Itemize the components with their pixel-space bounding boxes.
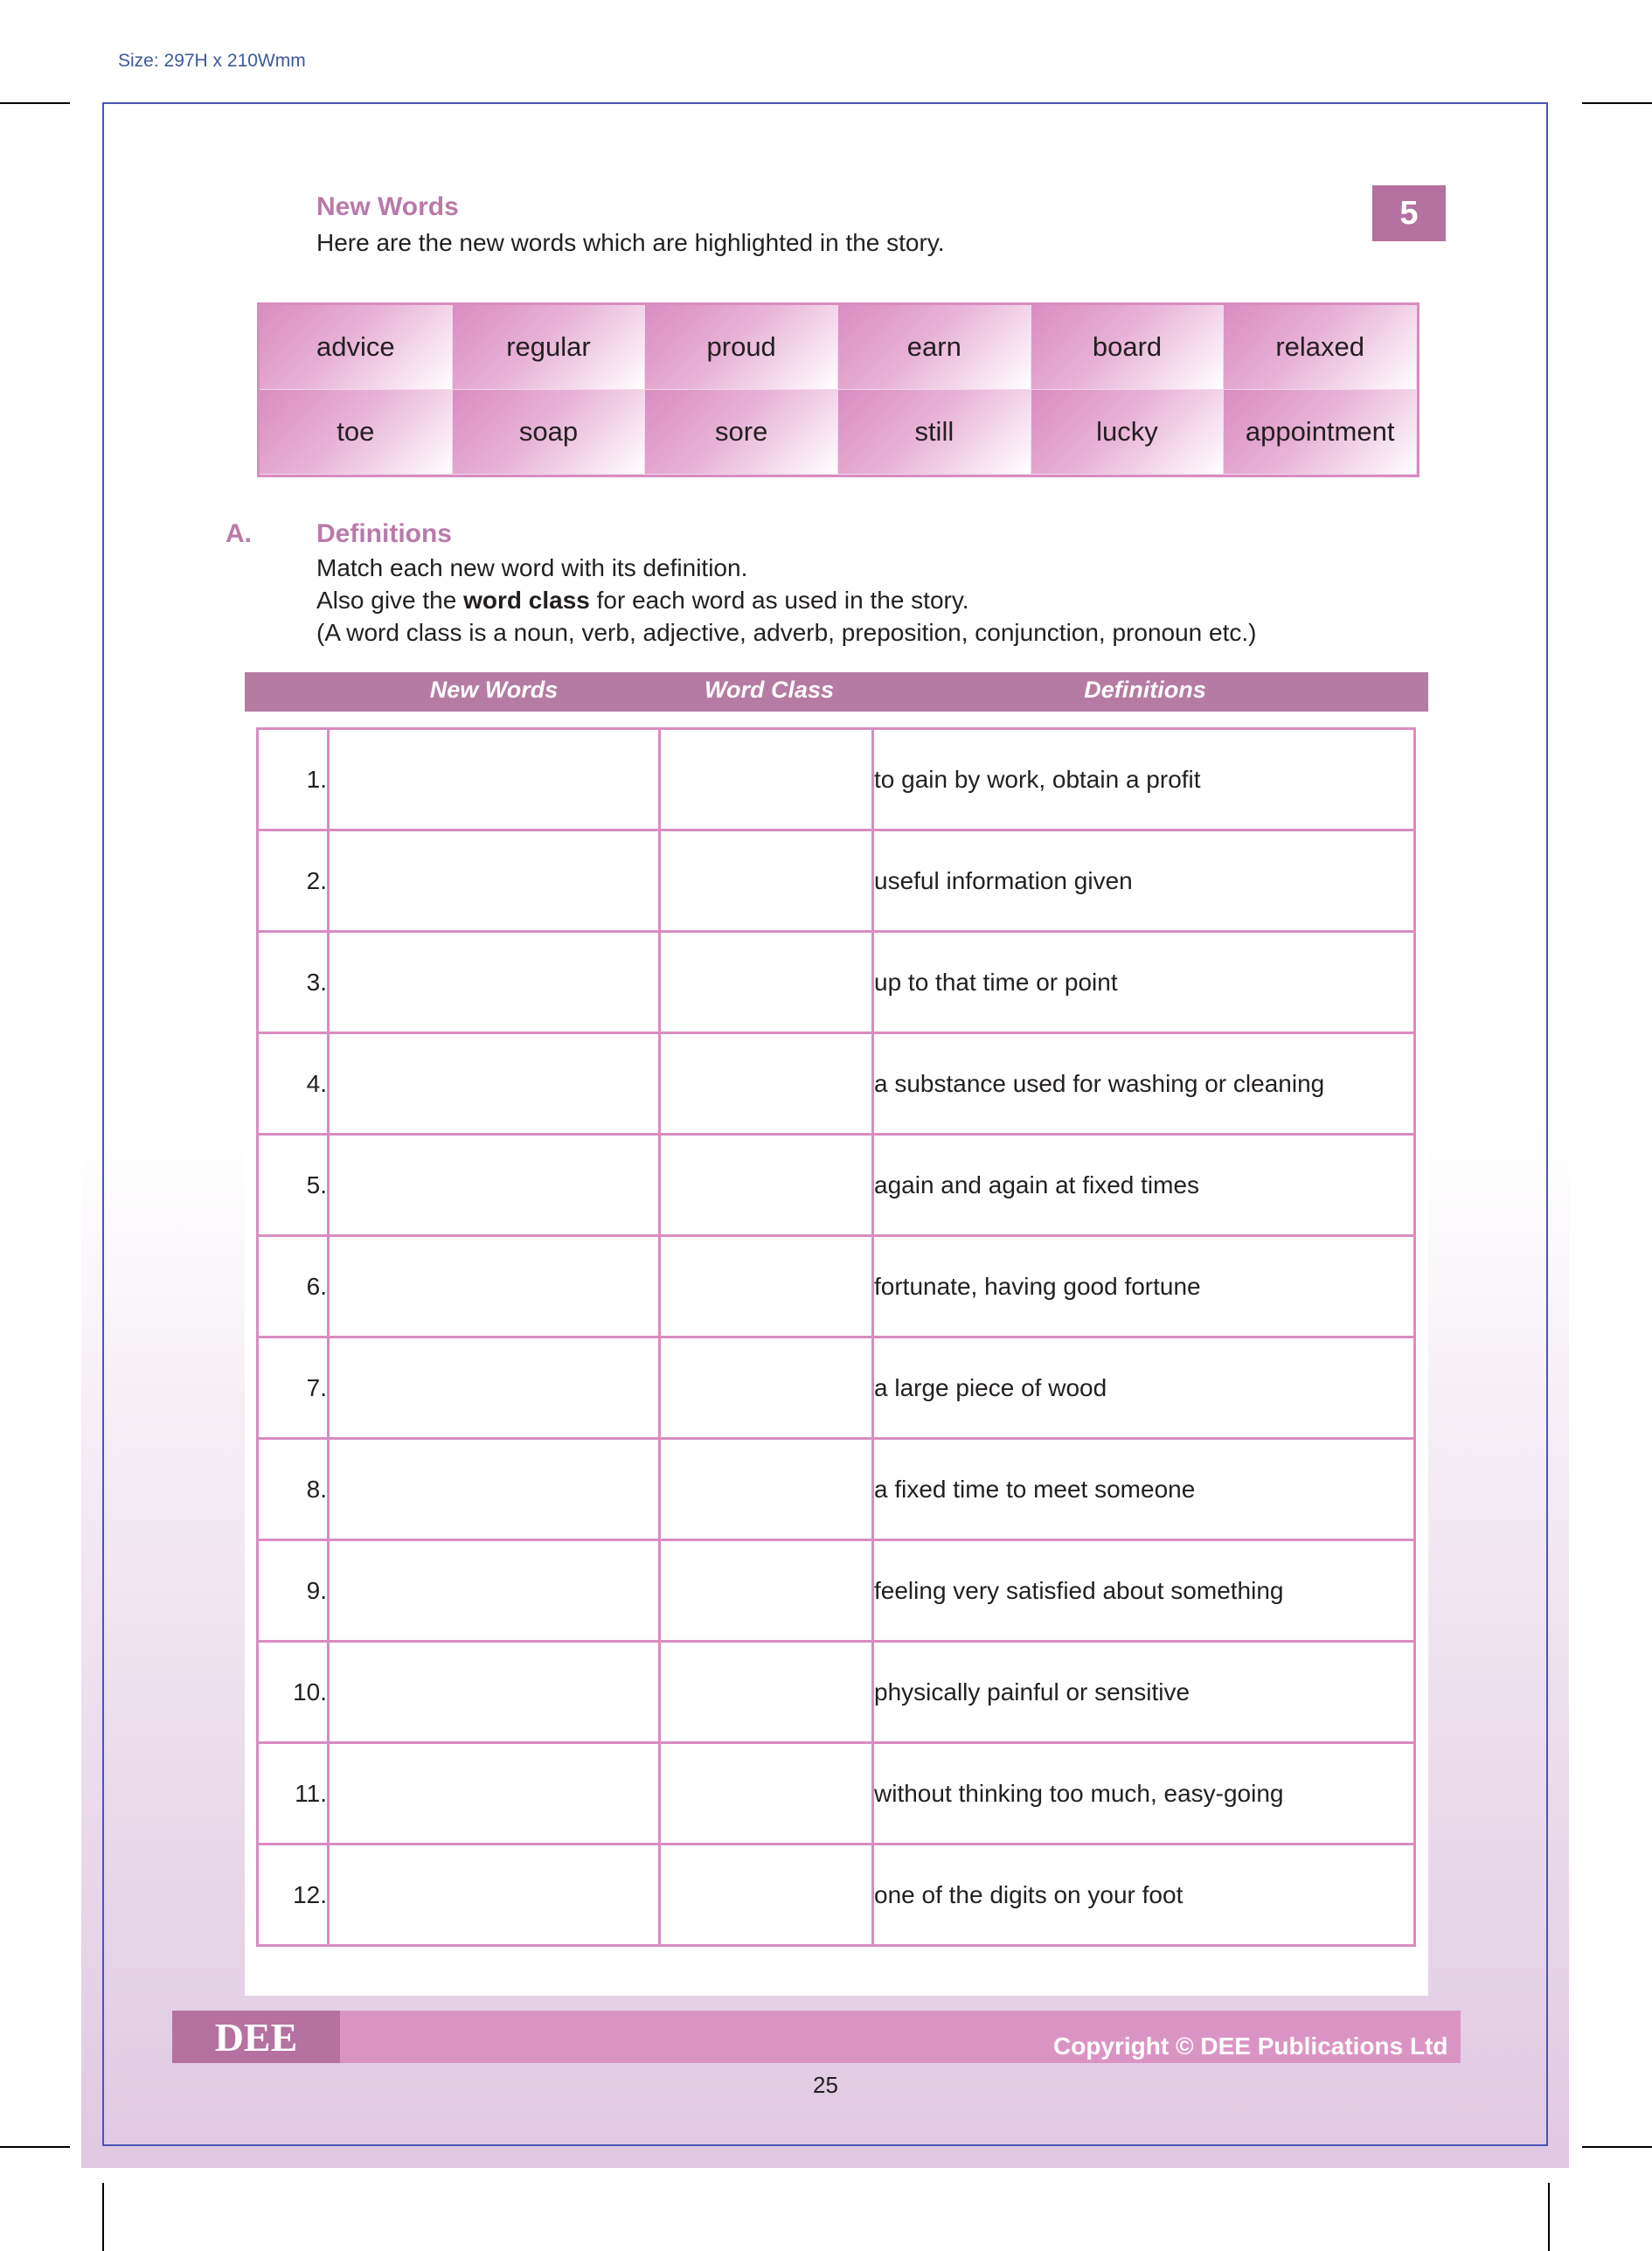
word-class-answer-cell[interactable] xyxy=(660,830,873,932)
table-row xyxy=(258,1845,1415,1946)
crop-mark xyxy=(1582,102,1652,104)
new-word-answer-cell[interactable] xyxy=(329,932,660,1033)
definition-cell: a large piece of wood xyxy=(873,1337,1415,1439)
definition-cell: again and again at fixed times xyxy=(873,1135,1415,1236)
word-class-answer-cell[interactable] xyxy=(660,932,873,1033)
row-number: 1. xyxy=(258,729,329,830)
word-cell: sore xyxy=(645,390,838,475)
instruction-line-3: (A word class is a noun, verb, adjective, adverb, preposition, conjunction, pronoun etc.) xyxy=(316,619,1257,646)
column-header-new-words: New Words xyxy=(429,677,559,703)
page-number: 25 xyxy=(813,2072,838,2098)
row-number: 2. xyxy=(258,830,329,932)
definition-cell: feeling very satisfied about something xyxy=(873,1540,1415,1642)
table-row xyxy=(258,729,1415,830)
row-number: 12. xyxy=(258,1845,329,1946)
new-words-heading: New Words xyxy=(316,192,459,221)
row-number: 4. xyxy=(258,1033,329,1135)
row-number: 8. xyxy=(258,1439,329,1540)
column-header-word-class: Word Class xyxy=(704,677,835,703)
instruction-line-1: Match each new word with its definition. xyxy=(316,554,748,581)
word-class-answer-cell[interactable] xyxy=(660,1439,873,1540)
new-word-answer-cell[interactable] xyxy=(329,1642,660,1743)
table-row xyxy=(258,1642,1415,1743)
table-row xyxy=(258,1135,1415,1236)
word-cell: lucky xyxy=(1031,390,1225,475)
publisher-logo: DEE xyxy=(172,2011,340,2063)
word-cell: appointment xyxy=(1224,390,1417,475)
word-class-answer-cell[interactable] xyxy=(660,729,873,830)
new-word-answer-cell[interactable] xyxy=(329,729,660,830)
word-cell: advice xyxy=(260,305,453,390)
word-grid xyxy=(257,302,1419,477)
new-word-answer-cell[interactable] xyxy=(329,1337,660,1439)
table-header-bar xyxy=(245,672,1428,712)
new-word-answer-cell[interactable] xyxy=(329,1439,660,1540)
table-row xyxy=(258,932,1415,1033)
copyright-text: Copyright © DEE Publications Ltd xyxy=(1053,2032,1448,2060)
definition-cell: a substance used for washing or cleaning xyxy=(873,1033,1415,1135)
crop-mark xyxy=(1548,2183,1550,2251)
word-class-answer-cell[interactable] xyxy=(660,1033,873,1135)
definition-cell: a fixed time to meet someone xyxy=(873,1439,1415,1540)
new-words-intro: Here are the new words which are highlighted in the story. xyxy=(316,229,945,256)
section-letter: A. xyxy=(226,519,252,548)
word-cell: still xyxy=(838,390,1031,475)
crop-mark xyxy=(102,2183,104,2251)
word-cell: toe xyxy=(260,390,453,475)
unit-badge: 5 xyxy=(1372,185,1446,241)
crop-mark xyxy=(1582,2146,1652,2148)
definition-cell: useful information given xyxy=(873,830,1415,932)
row-number: 10. xyxy=(258,1642,329,1743)
new-word-answer-cell[interactable] xyxy=(329,1033,660,1135)
word-class-answer-cell[interactable] xyxy=(660,1845,873,1946)
definition-cell: without thinking too much, easy-going xyxy=(873,1743,1415,1845)
row-number: 7. xyxy=(258,1337,329,1439)
table-row xyxy=(258,1743,1415,1845)
table-row xyxy=(258,830,1415,932)
table-row xyxy=(258,1337,1415,1439)
word-cell: proud xyxy=(645,305,838,390)
word-class-answer-cell[interactable] xyxy=(660,1236,873,1337)
instruction-line-2 xyxy=(316,587,969,615)
word-cell: board xyxy=(1031,305,1225,390)
word-class-answer-cell[interactable] xyxy=(660,1135,873,1236)
definition-cell: to gain by work, obtain a profit xyxy=(873,729,1415,830)
column-header-definitions: Definitions xyxy=(1084,677,1206,703)
instruction-text: for each word as used in the story. xyxy=(589,587,969,614)
table-row xyxy=(258,1540,1415,1642)
word-cell: earn xyxy=(838,305,1031,390)
definition-cell: one of the digits on your foot xyxy=(873,1845,1415,1946)
word-class-answer-cell[interactable] xyxy=(660,1642,873,1743)
row-number: 9. xyxy=(258,1540,329,1642)
instruction-text: Also give the xyxy=(316,587,464,614)
row-number: 5. xyxy=(258,1135,329,1236)
new-word-answer-cell[interactable] xyxy=(329,1236,660,1337)
size-label: Size: 297H x 210Wmm xyxy=(118,51,306,71)
word-class-answer-cell[interactable] xyxy=(660,1337,873,1439)
row-number: 3. xyxy=(258,932,329,1033)
definitions-table xyxy=(256,727,1416,1947)
table-row xyxy=(258,1439,1415,1540)
row-number: 11. xyxy=(258,1743,329,1845)
section-title: Definitions xyxy=(316,519,452,548)
word-cell: regular xyxy=(453,305,646,390)
instruction-bold-text: word class xyxy=(463,587,590,614)
new-word-answer-cell[interactable] xyxy=(329,1845,660,1946)
word-cell: soap xyxy=(453,390,646,475)
table-row xyxy=(258,1236,1415,1337)
word-cell: relaxed xyxy=(1224,305,1417,390)
crop-mark xyxy=(0,102,70,104)
new-word-answer-cell[interactable] xyxy=(329,830,660,932)
new-word-answer-cell[interactable] xyxy=(329,1135,660,1236)
new-word-answer-cell[interactable] xyxy=(329,1540,660,1642)
crop-mark xyxy=(0,2146,70,2148)
definition-cell: up to that time or point xyxy=(873,932,1415,1033)
table-row xyxy=(258,1033,1415,1135)
new-word-answer-cell[interactable] xyxy=(329,1743,660,1845)
definition-cell: physically painful or sensitive xyxy=(873,1642,1415,1743)
definition-cell: fortunate, having good fortune xyxy=(873,1236,1415,1337)
word-class-answer-cell[interactable] xyxy=(660,1540,873,1642)
row-number: 6. xyxy=(258,1236,329,1337)
word-class-answer-cell[interactable] xyxy=(660,1743,873,1845)
